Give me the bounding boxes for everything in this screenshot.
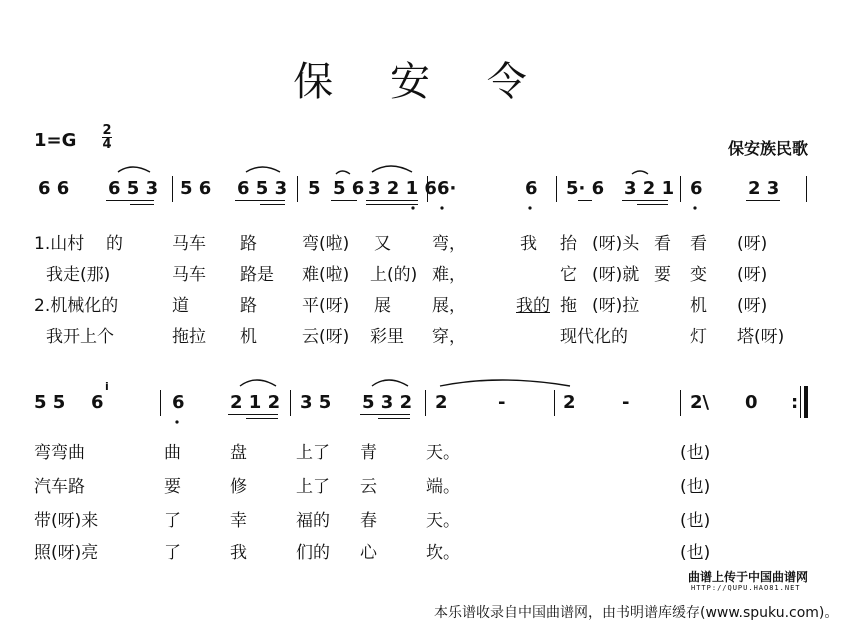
lyric-word: 展， bbox=[432, 296, 466, 316]
lyric-word: 马车 bbox=[172, 265, 206, 285]
note-group: 6 5 3 bbox=[237, 178, 288, 199]
note-group: - bbox=[498, 392, 506, 413]
note-group: 5 5 bbox=[34, 392, 66, 413]
lyric-word: 春 bbox=[360, 511, 377, 531]
lyric-word: 彩里 bbox=[370, 327, 404, 347]
lyric-word: 们的 bbox=[296, 543, 330, 563]
lyric-word: 平(呀) bbox=[302, 296, 350, 316]
lyric-word: (呀) bbox=[737, 265, 768, 285]
slur bbox=[246, 167, 280, 172]
slur bbox=[372, 166, 412, 172]
note-group: 3 5 bbox=[300, 392, 332, 413]
lyric-word: 抬 bbox=[560, 234, 577, 254]
lyric-word: 天。 bbox=[426, 511, 460, 531]
note-group: 5 3 2 bbox=[362, 392, 413, 413]
lyric-word: 路是 bbox=[240, 265, 274, 285]
lyric-word: 上(的) bbox=[370, 265, 418, 285]
lyric-word: (也) bbox=[680, 477, 711, 497]
slur bbox=[632, 171, 648, 174]
slur bbox=[118, 167, 150, 172]
note-group: 5· 6 bbox=[566, 178, 605, 199]
song-title: 保 安 令 bbox=[293, 59, 549, 105]
note-group: 6 bbox=[91, 392, 104, 413]
lyric-word: 展 bbox=[374, 296, 391, 316]
note-group: - bbox=[622, 392, 630, 413]
note-group: 2\ bbox=[690, 392, 710, 413]
lyric-word: 弯弯曲 bbox=[34, 443, 85, 463]
lyric-word: 2.机械化的 bbox=[34, 296, 119, 316]
note-group: 5 6 bbox=[180, 178, 212, 199]
note-group: 2 1 2 bbox=[230, 392, 281, 413]
lyric-word: 上了 bbox=[296, 477, 330, 497]
lyric-word: 要 bbox=[164, 477, 181, 497]
lyric-word: 机 bbox=[240, 327, 257, 347]
lyric-word: (呀)拉 bbox=[592, 296, 640, 316]
lyric-word: 看 bbox=[654, 234, 671, 254]
lyric-word: 云 bbox=[360, 477, 377, 497]
octave-dot bbox=[440, 206, 443, 209]
slur bbox=[240, 380, 276, 386]
note-group: 3 2 1 6 bbox=[368, 178, 437, 199]
lyric-word: 照(呀)亮 bbox=[34, 543, 99, 563]
octave-dot bbox=[693, 206, 696, 209]
lyric-word: 灯 bbox=[690, 327, 707, 347]
lyric-word: 福的 bbox=[296, 511, 330, 531]
note-group: 2 bbox=[435, 392, 448, 413]
note-group: 5 bbox=[308, 178, 321, 199]
lyric-word: 曲 bbox=[164, 443, 181, 463]
lyric-word: 我开上个 bbox=[46, 327, 114, 347]
time-signature-top: 2 bbox=[102, 123, 112, 138]
lyric-word: 了 bbox=[164, 511, 181, 531]
lyric-word: (呀)就 bbox=[592, 265, 640, 285]
lyric-word: 路 bbox=[240, 234, 257, 254]
octave-dot bbox=[175, 420, 178, 423]
tie bbox=[440, 380, 570, 386]
lyric-word: 难(啦) bbox=[302, 265, 350, 285]
note-group: 6 bbox=[172, 392, 185, 413]
lyric-word: 它 bbox=[560, 265, 577, 285]
note-group: 0 bbox=[745, 392, 758, 413]
lyric-word: 弯， bbox=[432, 234, 466, 254]
lyric-word: 塔(呀) bbox=[737, 327, 785, 347]
lyric-word: 现代化的 bbox=[560, 327, 628, 347]
lyric-word: 心 bbox=[360, 543, 377, 563]
note-group: 6 5 3 bbox=[108, 178, 159, 199]
lyric-word: 我的 bbox=[516, 296, 550, 316]
lyric-word: 幸 bbox=[230, 511, 247, 531]
lyric-word: 路 bbox=[240, 296, 257, 316]
lyric-word: (也) bbox=[680, 511, 711, 531]
lyric-word: 了 bbox=[164, 543, 181, 563]
lyric-word: (呀) bbox=[737, 234, 768, 254]
slur bbox=[336, 171, 350, 174]
note-group: 2 3 bbox=[748, 178, 780, 199]
repeat-dots: : bbox=[791, 392, 799, 413]
key-signature: 1=G bbox=[34, 130, 77, 151]
slur bbox=[372, 380, 408, 386]
watermark-url: HTTP://QUPU.HAO81.NET bbox=[691, 584, 801, 592]
lyric-word: 道 bbox=[172, 296, 189, 316]
lyric-word: 马车 bbox=[172, 234, 206, 254]
lyric-word: 修 bbox=[230, 477, 247, 497]
watermark-title: 曲谱上传于中国曲谱网 bbox=[688, 570, 809, 584]
lyric-word: 难， bbox=[432, 265, 466, 285]
footer-note: 本乐谱收录自中国曲谱网，由书明谱库缓存(www.spuku.com)。 bbox=[434, 605, 839, 621]
note-group: 5 6 bbox=[333, 178, 365, 199]
lyric-word: 天。 bbox=[426, 443, 460, 463]
lyric-word: 拖 bbox=[560, 296, 577, 316]
octave-dot bbox=[411, 206, 414, 209]
lyric-word: 青 bbox=[360, 443, 377, 463]
lyric-word: (也) bbox=[680, 543, 711, 563]
lyric-word: (也) bbox=[680, 443, 711, 463]
lyric-word: (呀)头 bbox=[592, 234, 640, 254]
octave-dot bbox=[528, 206, 531, 209]
note-group: 6 bbox=[690, 178, 703, 199]
lyric-word: 汽车路 bbox=[34, 477, 85, 497]
lyric-word: 机 bbox=[690, 296, 707, 316]
note-group: 6· bbox=[437, 178, 457, 199]
lyric-word: 又 bbox=[374, 234, 391, 254]
lyric-word: (呀) bbox=[737, 296, 768, 316]
lyric-word: 拖拉 bbox=[172, 327, 206, 347]
lyric-word: 变 bbox=[690, 265, 707, 285]
grace-note: i bbox=[105, 380, 109, 393]
song-source: 保安族民歌 bbox=[728, 139, 809, 158]
lyric-word: 看 bbox=[690, 234, 707, 254]
lyric-word: 我走(那) bbox=[46, 265, 111, 285]
lyric-word: 我 bbox=[230, 543, 247, 563]
note-group: 6 6 bbox=[38, 178, 70, 199]
lyric-word: 带(呀)来 bbox=[34, 511, 99, 531]
lyric-word: 穿， bbox=[432, 327, 466, 347]
lyric-word: 弯(啦) bbox=[302, 234, 350, 254]
note-group: 3 2 1 bbox=[624, 178, 675, 199]
lyric-word: 1.山村 bbox=[34, 234, 85, 254]
lyric-word: 上了 bbox=[296, 443, 330, 463]
lyric-word: 盘 bbox=[230, 443, 247, 463]
time-signature-bottom: 4 bbox=[102, 137, 112, 152]
lyric-word: 坎。 bbox=[426, 543, 460, 563]
note-group: 6 bbox=[525, 178, 538, 199]
lyric-word: 要 bbox=[654, 265, 671, 285]
lyric-word: 的 bbox=[106, 234, 123, 254]
note-group: 2 bbox=[563, 392, 576, 413]
lyric-word: 端。 bbox=[426, 477, 460, 497]
lyric-word: 我 bbox=[520, 234, 537, 254]
lyric-word: 云(呀) bbox=[302, 327, 350, 347]
